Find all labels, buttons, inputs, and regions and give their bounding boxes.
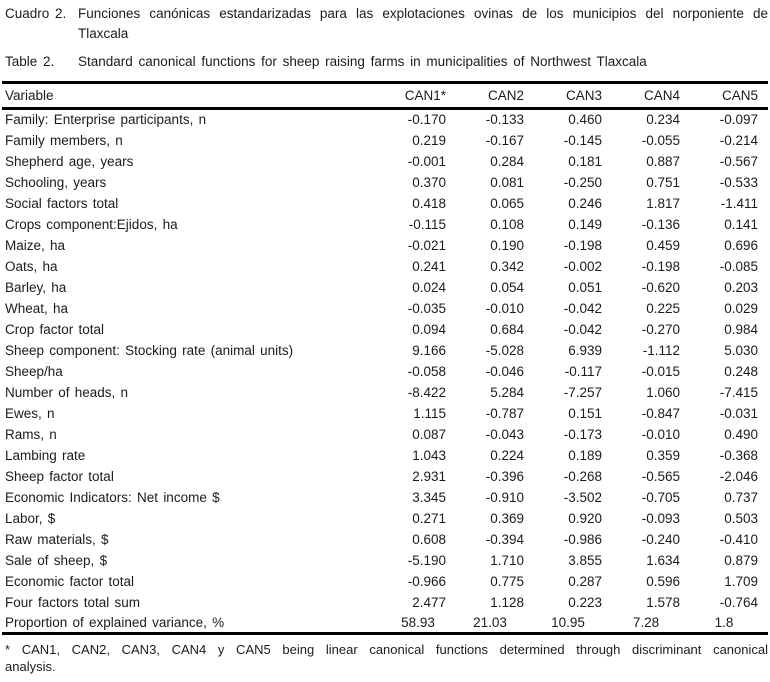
row-label: Number of heads, n: [5, 384, 129, 400]
value-cell: 0.460: [568, 112, 602, 128]
value-cell: 1.709: [724, 573, 758, 589]
value-cell: -0.173: [563, 426, 602, 442]
footnote-line1: * CAN1, CAN2, CAN3, CAN4 y CAN5 being linear canonical functions determined through discriminant canonical: [5, 642, 768, 657]
column-header-can2: CAN2: [456, 83, 534, 109]
row-label: Shepherd age, years: [5, 153, 134, 169]
row-label: Maize, ha: [5, 237, 66, 253]
column-header-can1: CAN1*: [390, 83, 456, 109]
row-label: Economic factor total: [5, 573, 135, 589]
value-cell: 0.151: [568, 405, 602, 421]
value-cell: 1.710: [490, 552, 524, 568]
value-cell: -2.046: [719, 468, 758, 484]
value-cell: -0.093: [641, 510, 680, 526]
value-cell: 0.342: [490, 258, 524, 274]
value-cell: -0.002: [563, 258, 602, 274]
caption-spanish: [2, 4, 768, 44]
value-cell: 1.115: [413, 405, 446, 421]
table-row: [2, 403, 768, 424]
value-cell: 0.737: [724, 489, 758, 505]
table-row: [2, 529, 768, 550]
value-cell: 0.246: [568, 195, 602, 211]
table-row: [2, 361, 768, 382]
row-label: Family: Enterprise participants, n: [5, 112, 207, 128]
table-row: [2, 193, 768, 214]
value-cell: -0.042: [563, 321, 602, 337]
value-cell: -0.565: [641, 468, 680, 484]
value-cell: 0.887: [646, 153, 680, 169]
value-cell: -0.764: [719, 594, 758, 610]
footnote-line2: analysis.: [5, 659, 56, 674]
value-cell: -0.117: [564, 363, 602, 379]
value-cell: -0.705: [641, 489, 680, 505]
value-cell: -0.058: [407, 363, 446, 379]
value-cell: 0.024: [412, 279, 446, 295]
row-label: Ewes, n: [5, 405, 55, 421]
value-cell: -0.986: [563, 531, 602, 547]
value-cell: -0.533: [719, 174, 758, 190]
value-cell: 0.608: [412, 531, 446, 547]
value-cell: 9.166: [412, 342, 446, 358]
value-cell: 1.043: [412, 447, 446, 463]
value-cell: 1.8: [714, 614, 734, 630]
value-cell: -0.167: [485, 132, 524, 148]
value-cell: -0.136: [641, 216, 680, 232]
table-row: [2, 613, 768, 634]
value-cell: 0.879: [724, 552, 758, 568]
value-cell: -0.787: [485, 405, 524, 421]
value-cell: 7.28: [632, 614, 660, 630]
value-cell: 5.030: [724, 342, 758, 358]
table-row: [2, 487, 768, 508]
value-cell: -0.115: [408, 216, 446, 232]
table-row: [2, 508, 768, 529]
value-cell: -0.145: [563, 132, 602, 148]
value-cell: 0.081: [490, 174, 524, 190]
value-cell: -0.001: [407, 153, 446, 169]
row-label: Sheep component: Stocking rate (animal units): [5, 342, 294, 358]
value-cell: 0.271: [412, 510, 446, 526]
row-label: Proportion of explained variance, %: [5, 614, 225, 630]
caption-spanish-label: Cuadro 2.: [5, 6, 67, 21]
value-cell: -0.015: [641, 363, 680, 379]
value-cell: 10.95: [551, 614, 585, 630]
value-cell: 0.108: [490, 216, 524, 232]
value-cell: 0.203: [724, 279, 758, 295]
value-cell: -0.847: [641, 405, 680, 421]
value-cell: 1.634: [646, 552, 680, 568]
row-label: Economic Indicators: Net income $: [5, 489, 220, 505]
value-cell: 0.224: [490, 447, 524, 463]
table-row: [2, 172, 768, 193]
value-cell: 0.223: [568, 594, 602, 610]
value-cell: 0.287: [568, 573, 602, 589]
value-cell: 0.459: [646, 237, 680, 253]
value-cell: -8.422: [407, 384, 446, 400]
value-cell: -0.394: [485, 531, 524, 547]
value-cell: 0.189: [568, 447, 602, 463]
value-cell: 1.578: [646, 594, 680, 610]
caption-spanish-text: [78, 4, 768, 44]
value-cell: -0.198: [563, 237, 602, 253]
row-label: Sheep factor total: [5, 468, 114, 484]
caption-spanish-line1: Funciones canónicas estandarizadas para las explotaciones ovinas de los municipios del norponiente de: [78, 6, 768, 21]
value-cell: 0.094: [412, 321, 446, 337]
value-cell: 0.054: [490, 279, 524, 295]
value-cell: -0.046: [485, 363, 524, 379]
value-cell: -0.410: [719, 531, 758, 547]
value-cell: -3.502: [563, 489, 602, 505]
row-label: Crop factor total: [5, 321, 105, 337]
value-cell: -0.010: [641, 426, 680, 442]
value-cell: 0.920: [568, 510, 602, 526]
value-cell: 2.931: [412, 468, 446, 484]
value-cell: 0.596: [646, 573, 680, 589]
value-cell: 6.939: [568, 342, 602, 358]
value-cell: -0.055: [641, 132, 680, 148]
value-cell: 2.477: [412, 594, 446, 610]
value-cell: -0.198: [641, 258, 680, 274]
value-cell: -0.043: [485, 426, 524, 442]
value-cell: 58.93: [401, 614, 435, 630]
row-label: Sheep/ha: [5, 363, 63, 379]
table-row: [2, 424, 768, 445]
table-row: [2, 151, 768, 172]
value-cell: 0.248: [724, 363, 758, 379]
value-cell: -0.170: [407, 112, 446, 128]
table-body: [2, 109, 768, 634]
value-cell: 0.087: [412, 426, 446, 442]
caption-english: [2, 52, 768, 72]
value-cell: -5.028: [485, 342, 524, 358]
value-cell: 1.128: [490, 594, 524, 610]
column-header-variable: Variable: [2, 83, 390, 109]
caption-spanish-line2: Tlaxcala: [78, 26, 129, 41]
value-cell: 3.345: [412, 489, 446, 505]
value-cell: -7.257: [563, 384, 602, 400]
value-cell: -1.411: [720, 195, 758, 211]
table-row: [2, 445, 768, 466]
row-label: Wheat, ha: [5, 300, 69, 316]
column-header-can4: CAN4: [612, 83, 690, 109]
value-cell: 0.696: [724, 237, 758, 253]
value-cell: -1.112: [642, 342, 680, 358]
row-label: Schooling, years: [5, 174, 107, 190]
row-label: Crops component:Ejidos, ha: [5, 216, 178, 232]
value-cell: -0.031: [719, 405, 758, 421]
value-cell: -7.415: [719, 384, 758, 400]
value-cell: 0.149: [568, 216, 602, 232]
value-cell: -0.097: [719, 112, 758, 128]
value-cell: -0.268: [563, 468, 602, 484]
caption-english-label: Table 2.: [5, 54, 55, 69]
table-row: [2, 592, 768, 613]
value-cell: 0.284: [490, 153, 524, 169]
table-row: [2, 109, 768, 130]
value-cell: 0.775: [490, 573, 524, 589]
table-row: [2, 550, 768, 571]
value-cell: -0.042: [563, 300, 602, 316]
table-row: [2, 571, 768, 592]
value-cell: 0.225: [646, 300, 680, 316]
value-cell: 0.190: [490, 237, 524, 253]
caption-english-text: Standard canonical functions for sheep raising farms in municipalities of Northwest Tlaxcala: [78, 54, 647, 69]
table-header-row: [2, 83, 768, 109]
row-label: Labor, $: [5, 510, 56, 526]
table-row: [2, 466, 768, 487]
canonical-functions-table: [2, 81, 768, 635]
value-cell: 21.03: [473, 614, 507, 630]
value-cell: 5.284: [490, 384, 524, 400]
value-cell: -0.910: [485, 489, 524, 505]
row-label: Four factors total sum: [5, 594, 141, 610]
value-cell: 0.418: [412, 195, 446, 211]
value-cell: 0.051: [568, 279, 602, 295]
value-cell: -0.396: [485, 468, 524, 484]
value-cell: 0.490: [724, 426, 758, 442]
value-cell: -0.250: [563, 174, 602, 190]
table-row: [2, 214, 768, 235]
value-cell: -0.240: [641, 531, 680, 547]
table-row: [2, 382, 768, 403]
value-cell: -0.085: [719, 258, 758, 274]
table-row: [2, 256, 768, 277]
value-cell: 0.370: [412, 174, 446, 190]
table-row: [2, 130, 768, 151]
table-footnote: [2, 641, 768, 675]
row-label: Sale of sheep, $: [5, 552, 108, 568]
table-row: [2, 340, 768, 361]
value-cell: -0.035: [407, 300, 446, 316]
table-row: [2, 235, 768, 256]
table-row: [2, 298, 768, 319]
value-cell: -0.010: [485, 300, 524, 316]
row-label: Rams, n: [5, 426, 57, 442]
value-cell: 1.817: [646, 195, 680, 211]
value-cell: 0.029: [724, 300, 758, 316]
column-header-can5: CAN5: [690, 83, 768, 109]
table-row: [2, 277, 768, 298]
value-cell: -0.368: [719, 447, 758, 463]
value-cell: 0.141: [724, 216, 758, 232]
row-label: Social factors total: [5, 195, 119, 211]
value-cell: 0.684: [490, 321, 524, 337]
value-cell: 0.359: [646, 447, 680, 463]
value-cell: 0.369: [490, 510, 524, 526]
row-label: Oats, ha: [5, 258, 58, 274]
value-cell: 0.503: [724, 510, 758, 526]
value-cell: 0.234: [646, 112, 680, 128]
row-label: Lambing rate: [5, 447, 86, 463]
value-cell: 0.219: [412, 132, 446, 148]
value-cell: -0.021: [407, 237, 446, 253]
row-label: Barley, ha: [5, 279, 67, 295]
value-cell: 0.065: [490, 195, 524, 211]
value-cell: 1.060: [646, 384, 680, 400]
value-cell: -0.133: [485, 112, 524, 128]
value-cell: 0.984: [724, 321, 758, 337]
value-cell: -0.567: [719, 153, 758, 169]
value-cell: 0.241: [412, 258, 446, 274]
value-cell: -0.270: [641, 321, 680, 337]
value-cell: -0.214: [719, 132, 758, 148]
value-cell: -0.966: [407, 573, 446, 589]
column-header-can3: CAN3: [534, 83, 612, 109]
value-cell: 0.181: [568, 153, 602, 169]
row-label: Family members, n: [5, 132, 123, 148]
value-cell: -0.620: [641, 279, 680, 295]
value-cell: -5.190: [407, 552, 446, 568]
value-cell: 3.855: [568, 552, 602, 568]
value-cell: 0.751: [646, 174, 680, 190]
row-label: Raw materials, $: [5, 531, 109, 547]
table-row: [2, 319, 768, 340]
